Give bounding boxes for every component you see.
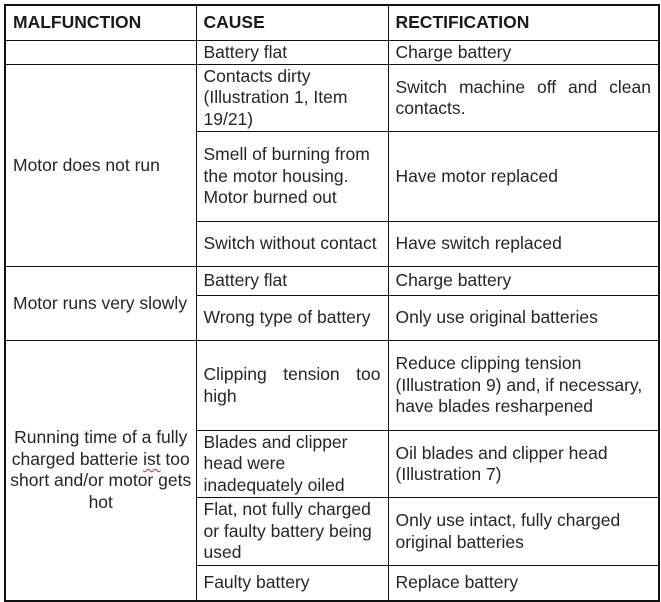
rectification-cell: Oil blades and clipper head (Illustration 7) (388, 431, 659, 498)
rectification-cell: Charge battery (388, 41, 659, 65)
rectification-cell: Replace battery (388, 566, 659, 601)
rectification-cell: Charge battery (388, 267, 659, 296)
table-row (5, 341, 659, 431)
rectification-cell: Only use original batteries (388, 296, 659, 341)
malfunction-cell (5, 341, 196, 601)
spellcheck-flagged-word: ist (143, 448, 161, 469)
malfunction-cell: Motor runs very slowly (5, 267, 196, 341)
cause-cell: Blades and clipper head were inadequately oiled (196, 431, 388, 498)
table-row (5, 267, 659, 296)
malfunction-cell: Motor does not run (5, 65, 196, 267)
cause-cell: Battery flat (196, 41, 388, 65)
cause-cell: Clipping tension too high (196, 341, 388, 431)
cause-cell: Smell of burning from the motor housing. Motor burned out (196, 132, 388, 222)
header-malfunction: MALFUNCTION (5, 5, 196, 41)
rectification-cell: Switch machine off and clean contacts. (388, 65, 659, 132)
troubleshooting-table (4, 4, 660, 602)
table-row (5, 41, 659, 65)
rectification-cell: Have motor replaced (388, 132, 659, 222)
header-row (5, 5, 659, 41)
rectification-cell: Have switch replaced (388, 222, 659, 267)
rectification-cell: Reduce clipping tension (Illustration 9) and, if necessary, have blades resharpened (388, 341, 659, 431)
rectification-cell: Only use intact, fully charged original batteries (388, 498, 659, 566)
malfunction-text-before: Running time of a fully charged batterie (11, 427, 188, 469)
cause-cell: Faulty battery (196, 566, 388, 601)
cause-cell: Flat, not fully charged or faulty battery being used (196, 498, 388, 566)
cause-cell: Switch without contact (196, 222, 388, 267)
header-rectification: RECTIFICATION (388, 5, 659, 41)
header-cause: CAUSE (196, 5, 388, 41)
cause-cell: Wrong type of battery (196, 296, 388, 341)
cause-cell: Contacts dirty (Illustration 1, Item 19/21) (196, 65, 388, 132)
table-row (5, 65, 659, 132)
cause-cell: Battery flat (196, 267, 388, 296)
malfunction-text-after: too short and/or motor gets hot (10, 448, 192, 512)
malfunction-cell (5, 41, 196, 65)
